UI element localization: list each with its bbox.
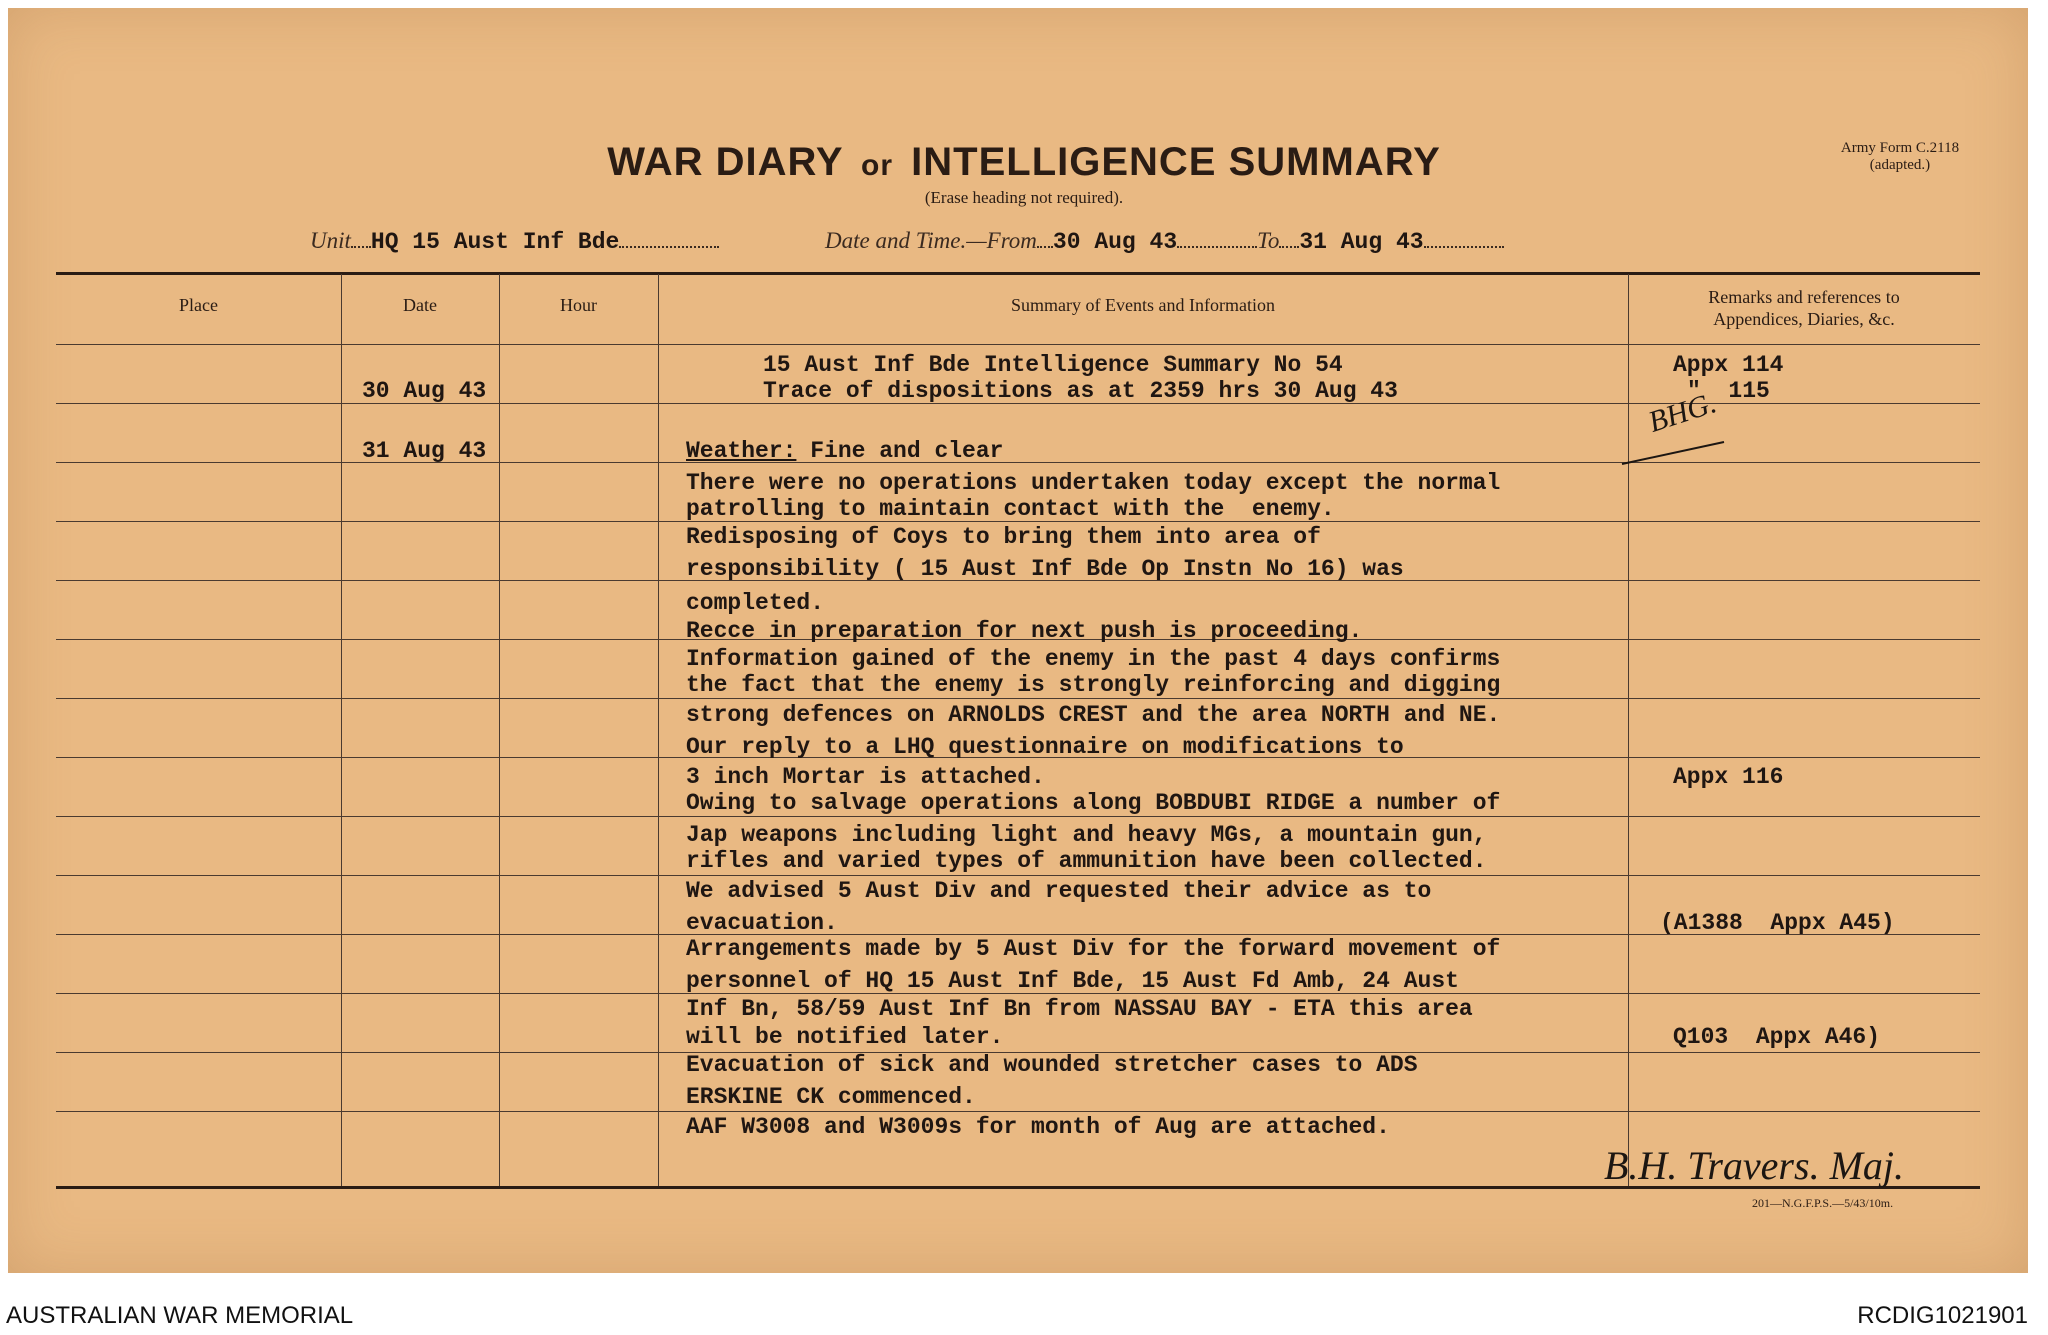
weather-value: Fine and clear <box>796 438 1004 464</box>
summary-line: Information gained of the enemy in the past 4 days confirms <box>686 646 1501 672</box>
weather-line <box>686 438 1003 464</box>
column-header-date: Date <box>403 295 437 315</box>
column-header-remarks <box>1628 286 1980 330</box>
summary-line: will be notified later. <box>686 1024 1004 1050</box>
summary-line: Recce in preparation for next push is proceeding. <box>686 618 1363 644</box>
summary-line: Jap weapons including light and heavy MGs, a mountain gun, <box>686 822 1487 848</box>
date-to-label: To <box>1257 228 1280 253</box>
divider-hour-summary <box>658 274 659 1186</box>
signature: B.H. Travers. Maj. <box>1604 1143 1904 1188</box>
initials-stroke <box>1620 420 1730 470</box>
summary-line: patrolling to maintain contact with the enemy. <box>686 496 1335 522</box>
summary-line: evacuation. <box>686 910 838 936</box>
remark-ref: " 115 <box>1687 378 1770 404</box>
summary-line: AAF W3008 and W3009s for month of Aug are attached. <box>686 1114 1390 1140</box>
title-intelligence-summary: INTELLIGENCE SUMMARY <box>911 140 1441 184</box>
summary-line: rifles and varied types of ammunition have been collected. <box>686 848 1487 874</box>
form-number <box>1820 140 1980 174</box>
summary-line: personnel of HQ 15 Aust Inf Bde, 15 Aust Fd Amb, 24 Aust <box>686 968 1459 994</box>
summary-line: Owing to salvage operations along BOBDUBI RIDGE a number of <box>686 790 1501 816</box>
printer-code: 201—N.G.F.P.S.—5/43/10m. <box>1752 1196 1894 1210</box>
summary-line: ERSKINE CK commenced. <box>686 1084 976 1110</box>
remark-ref: Q103 Appx A46) <box>1673 1024 1881 1050</box>
divider-date-hour <box>499 274 500 1186</box>
entry-date: 31 Aug 43 <box>362 438 487 464</box>
summary-line: Evacuation of sick and wounded stretcher cases to ADS <box>686 1052 1418 1078</box>
summary-line: completed. <box>686 590 825 616</box>
date-from-label: Date and Time.—From <box>825 228 1037 253</box>
page-title <box>0 140 2048 185</box>
summary-line: We advised 5 Aust Div and requested their advice as to <box>686 878 1432 904</box>
footer-record-id: RCDIG1021901 <box>1857 1302 2028 1329</box>
form-number-line1: Army Form C.2118 <box>1840 140 1960 156</box>
summary-line: 15 Aust Inf Bde Intelligence Summary No 54 <box>763 352 1343 378</box>
remark-ref: Appx 116 <box>1673 764 1784 790</box>
remark-ref: Appx 114 <box>1673 352 1784 378</box>
row-rule <box>56 1111 1980 1112</box>
summary-line: the fact that the enemy is strongly reinforcing and digging <box>686 672 1501 698</box>
row-rule <box>56 875 1980 876</box>
summary-line: Our reply to a LHQ questionnaire on modifications to <box>686 734 1404 760</box>
remarks-header-line1: Remarks and references to <box>1708 287 1900 307</box>
form-number-line2: (adapted.) <box>1869 157 1931 173</box>
date-from-value: 30 Aug 43 <box>1052 229 1178 255</box>
title-or: or <box>861 149 894 182</box>
header-row-rule <box>56 344 1980 345</box>
unit-line <box>310 228 719 255</box>
summary-line: strong defences on ARNOLDS CREST and the area NORTH and NE. <box>686 702 1501 728</box>
summary-line: Arrangements made by 5 Aust Div for the forward movement of <box>686 936 1501 962</box>
divider-summary-remarks <box>1628 274 1629 1186</box>
summary-line: 3 inch Mortar is attached. <box>686 764 1045 790</box>
initials: BHG. <box>1644 386 1721 439</box>
date-to-value: 31 Aug 43 <box>1299 229 1424 255</box>
summary-line: responsibility ( 15 Aust Inf Bde Op Instn No 16) was <box>686 556 1404 582</box>
column-header-summary: Summary of Events and Information <box>1011 295 1275 315</box>
summary-line: There were no operations undertaken today except the normal <box>686 470 1501 496</box>
unit-label: Unit <box>310 228 351 253</box>
summary-line: Trace of dispositions as at 2359 hrs 30 Aug 43 <box>763 378 1398 404</box>
remark-ref: (A1388 Appx A45) <box>1660 910 1895 936</box>
title-war-diary: WAR DIARY <box>607 140 843 184</box>
summary-line: Redisposing of Coys to bring them into area of <box>686 524 1321 550</box>
row-rule <box>56 698 1980 699</box>
remarks-header-line2: Appendices, Diaries, &c. <box>1713 309 1895 329</box>
unit-value: HQ 15 Aust Inf Bde <box>370 229 620 255</box>
table-top-rule <box>56 272 1980 275</box>
entry-date: 30 Aug 43 <box>362 378 487 404</box>
divider-place-date <box>341 274 342 1186</box>
weather-label: Weather: <box>686 438 797 464</box>
footer-source: AUSTRALIAN WAR MEMORIAL <box>6 1302 354 1329</box>
column-header-place: Place <box>179 295 218 315</box>
column-header-hour: Hour <box>560 295 597 315</box>
date-line <box>825 228 1504 255</box>
row-rule <box>56 816 1980 817</box>
summary-line: Inf Bn, 58/59 Aust Inf Bn from NASSAU BAY - ETA this area <box>686 996 1473 1022</box>
subtitle: (Erase heading not required). <box>924 188 1124 207</box>
